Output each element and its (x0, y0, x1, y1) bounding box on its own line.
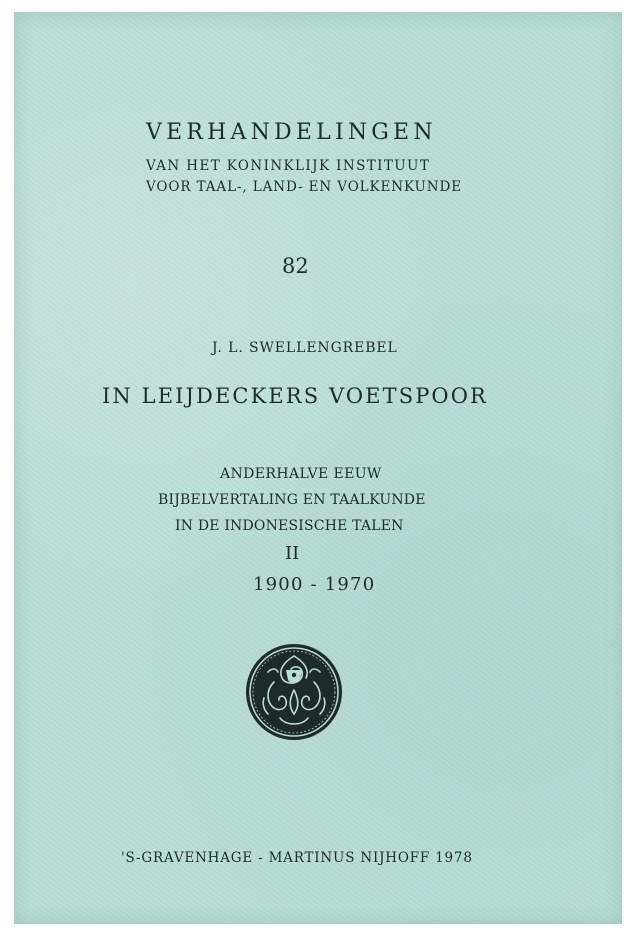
institute-line-1: VAN HET KONINKLIJK INSTITUUT (146, 158, 431, 174)
subtitle-line-3: IN DE INDONESISCHE TALEN (175, 518, 404, 534)
author-name: J. L. SWELLENGREBEL (212, 340, 398, 356)
series-title: VERHANDELINGEN (146, 120, 437, 145)
book-title: IN LEIJDECKERS VOETSPOOR (102, 384, 488, 408)
subtitle-line-1: ANDERHALVE EEUW (220, 466, 382, 482)
part-number: II (285, 543, 300, 564)
ornamental-seal-icon (244, 642, 344, 742)
subtitle-line-2: BIJBELVERTALING EN TAALKUNDE (158, 492, 426, 508)
year-range: 1900 - 1970 (253, 574, 376, 595)
book-cover (14, 12, 622, 924)
volume-number: 82 (282, 254, 309, 278)
publisher-imprint: 'S-GRAVENHAGE - MARTINUS NIJHOFF 1978 (121, 850, 473, 866)
institute-line-2: VOOR TAAL-, LAND- EN VOLKENKUNDE (146, 179, 462, 195)
